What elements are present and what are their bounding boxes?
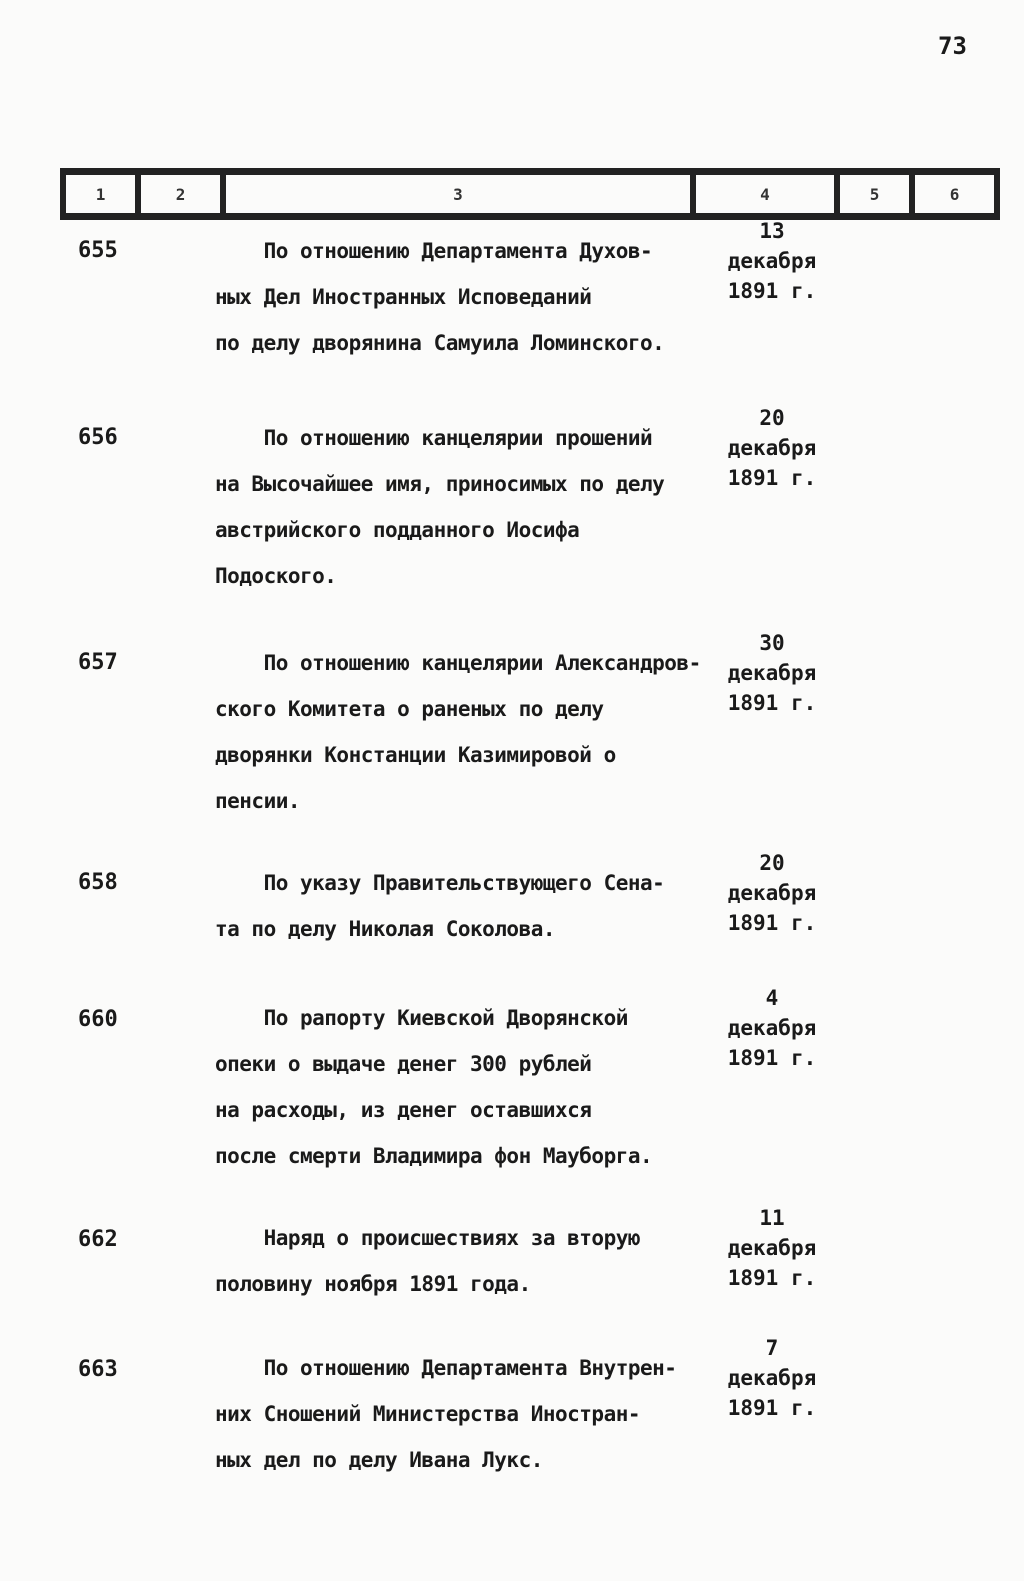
date-day: 4 [765, 986, 779, 1010]
entry-line: По отношению канцелярии прошений [215, 426, 653, 450]
date-day: 30 [759, 631, 785, 655]
entry-date [712, 1203, 832, 1293]
entry-number: 655 [78, 238, 118, 263]
entry-date [712, 848, 832, 938]
date-day: 20 [759, 406, 785, 430]
date-year: 1891 г. [727, 911, 817, 935]
entry-line: ского Комитета о раненых по делу [215, 697, 604, 721]
date-month: декабря [727, 1236, 817, 1260]
page-number: 73 [938, 32, 967, 60]
date-day: 20 [759, 851, 785, 875]
date-month: декабря [727, 661, 817, 685]
header-col: 6 [909, 175, 1000, 213]
entry-number: 663 [78, 1357, 118, 1382]
header-col: 1 [60, 175, 135, 213]
entry-text [215, 228, 735, 366]
entry-line: По рапорту Киевской Дворянской [215, 1006, 628, 1030]
date-year: 1891 г. [727, 466, 817, 490]
entry-line: По отношению канцелярии Александров- [215, 651, 701, 675]
header-col: 3 [220, 175, 690, 213]
header-col: 5 [834, 175, 909, 213]
entry-text [215, 640, 735, 824]
entry-text [215, 415, 735, 599]
entry-text [215, 1215, 735, 1307]
entry-line: них Сношений Министерства Иностран- [215, 1402, 641, 1426]
entry-line: ных дел по делу Ивана Лукс. [215, 1448, 543, 1472]
entry-number: 660 [78, 1007, 118, 1032]
entry-line: по делу дворянина Самуила Ломинского. [215, 331, 665, 355]
date-year: 1891 г. [727, 691, 817, 715]
entry-text [215, 1345, 735, 1483]
entry-line: Подоского. [215, 564, 337, 588]
header-col: 4 [690, 175, 834, 213]
entry-line: пенсии. [215, 789, 301, 813]
entry-line: после смерти Владимира фон Мауборга. [215, 1144, 653, 1168]
entry-line: на расходы, из денег оставшихся [215, 1098, 592, 1122]
entry-text [215, 860, 735, 952]
entry-line: По отношению Департамента Духов- [215, 239, 653, 263]
entry-date [712, 983, 832, 1073]
date-year: 1891 г. [727, 1046, 817, 1070]
entry-number: 662 [78, 1227, 118, 1252]
entry-date [712, 216, 832, 306]
entry-date [712, 1333, 832, 1423]
date-month: декабря [727, 249, 817, 273]
entry-line: ных Дел Иностранных Исповеданий [215, 285, 592, 309]
date-month: декабря [727, 436, 817, 460]
entry-line: половину ноября 1891 года. [215, 1272, 531, 1296]
entry-date [712, 628, 832, 718]
entry-text [215, 995, 735, 1179]
date-year: 1891 г. [727, 279, 817, 303]
entry-line: По указу Правительствующего Сена- [215, 871, 665, 895]
entry-number: 656 [78, 425, 118, 450]
entry-line: та по делу Николая Соколова. [215, 917, 556, 941]
entry-line: Наряд о происшествиях за вторую [215, 1226, 641, 1250]
date-month: декабря [727, 881, 817, 905]
entry-date [712, 403, 832, 493]
date-day: 7 [765, 1336, 779, 1360]
date-day: 13 [759, 219, 785, 243]
entry-line: дворянки Констанции Казимировой о [215, 743, 616, 767]
date-day: 11 [759, 1206, 785, 1230]
entry-line: По отношению Департамента Внутрен- [215, 1356, 677, 1380]
date-year: 1891 г. [727, 1266, 817, 1290]
entry-line: на Высочайшее имя, приносимых по делу [215, 472, 665, 496]
date-month: декабря [727, 1366, 817, 1390]
table-header [60, 168, 1000, 220]
entry-line: опеки о выдаче денег 300 рублей [215, 1052, 592, 1076]
date-month: декабря [727, 1016, 817, 1040]
header-col: 2 [135, 175, 220, 213]
date-year: 1891 г. [727, 1396, 817, 1420]
entry-number: 658 [78, 870, 118, 895]
entry-number: 657 [78, 650, 118, 675]
entry-line: австрийского подданного Иосифа [215, 518, 580, 542]
